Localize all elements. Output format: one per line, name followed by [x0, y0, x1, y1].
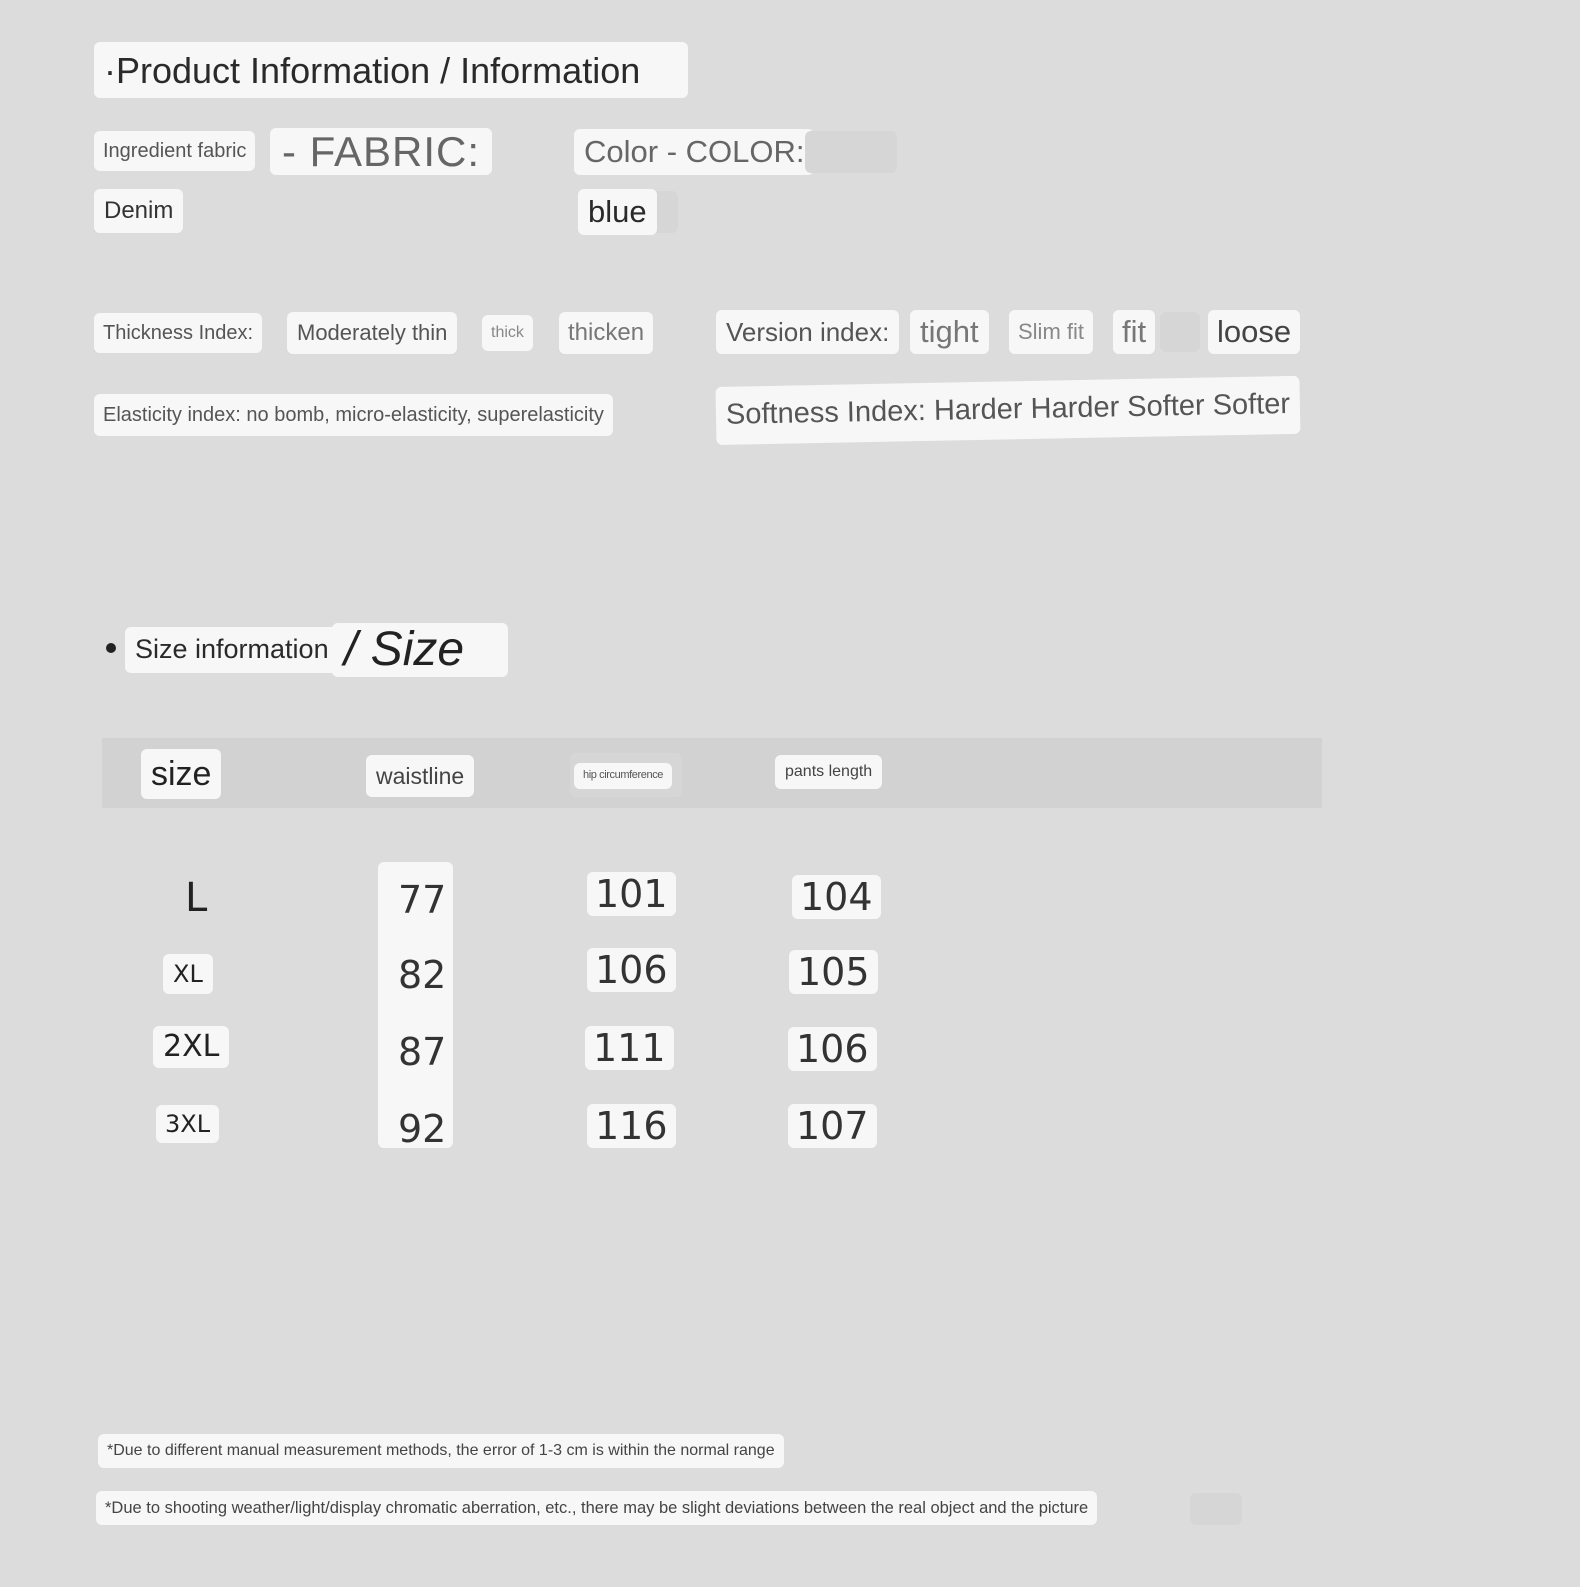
- color-note-shadow: [1190, 1493, 1242, 1525]
- ingredient-label: Ingredient fabric: [94, 131, 255, 171]
- header-pants-length: pants length: [775, 755, 882, 789]
- header-waistline: waistline: [366, 755, 474, 797]
- thickness-index-label: Thickness Index:: [94, 313, 262, 353]
- table-cell-hip: 101: [587, 872, 676, 916]
- color-value: blue: [578, 189, 657, 235]
- bullet-icon: [106, 643, 116, 653]
- size-info-title: / Size: [332, 623, 508, 677]
- color-note: *Due to shooting weather/light/display chromatic aberration, etc., there may be slight deviations between the real object and the picture: [96, 1491, 1097, 1525]
- softness-index: Softness Index: Harder Harder Softer Softer: [715, 376, 1300, 445]
- color-label: Color - COLOR:: [574, 129, 814, 175]
- table-cell-waistline: 82: [398, 953, 447, 997]
- thickness-option-thicken: thicken: [559, 312, 653, 354]
- table-cell-pants-length: 105: [789, 950, 878, 994]
- table-cell-waistline: 77: [398, 878, 447, 922]
- version-option-fit: fit: [1113, 310, 1155, 354]
- version-option-loose: loose: [1208, 310, 1300, 354]
- version-option-tight: tight: [910, 310, 989, 354]
- table-cell-hip: 111: [585, 1026, 674, 1070]
- table-cell-hip: 116: [587, 1104, 676, 1148]
- table-cell-size: L: [185, 875, 208, 921]
- version-index-label: Version index:: [716, 310, 899, 354]
- table-cell-hip: 106: [587, 948, 676, 992]
- size-info-label: Size information: [125, 627, 339, 673]
- table-cell-waistline: 87: [398, 1030, 447, 1074]
- version-option-slim-fit: Slim fit: [1009, 310, 1093, 354]
- table-cell-size: 2XL: [153, 1026, 229, 1068]
- version-option-fit-shadow: [1160, 312, 1200, 352]
- table-cell-pants-length: 107: [788, 1104, 877, 1148]
- table-cell-size: XL: [163, 954, 213, 994]
- header-size: size: [141, 749, 221, 799]
- header-hip-circumference: hip circumference: [574, 763, 672, 789]
- size-table-header: [102, 738, 1322, 808]
- table-cell-waistline: 92: [398, 1107, 447, 1151]
- fabric-value: Denim: [94, 189, 183, 233]
- table-cell-pants-length: 104: [792, 875, 881, 919]
- fabric-label: - FABRIC:: [270, 128, 492, 175]
- table-cell-pants-length: 106: [788, 1027, 877, 1071]
- product-info-title: ·Product Information / Information: [94, 42, 688, 98]
- thickness-option-thick: thick: [482, 315, 533, 351]
- thickness-option-moderately-thin: Moderately thin: [287, 312, 457, 354]
- table-cell-size: 3XL: [156, 1105, 219, 1143]
- measurement-note: *Due to different manual measurement methods, the error of 1-3 cm is within the normal range: [98, 1434, 784, 1468]
- color-label-shadow: [805, 131, 897, 173]
- elasticity-index: Elasticity index: no bomb, micro-elasticity, superelasticity: [94, 394, 613, 436]
